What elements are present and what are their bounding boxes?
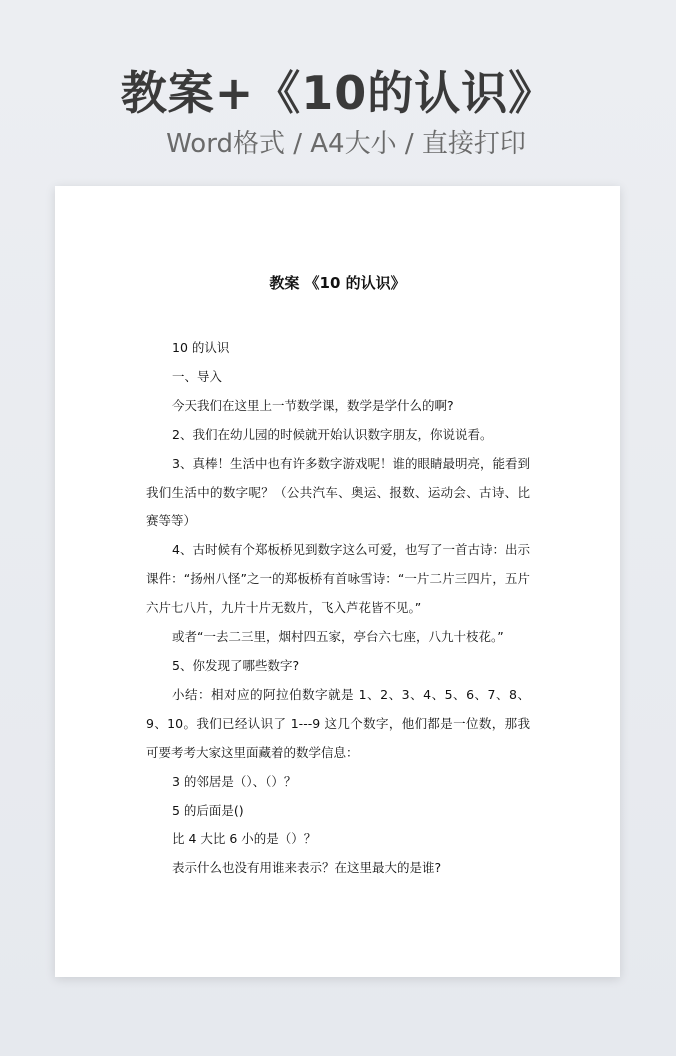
document-page	[55, 186, 620, 977]
document-title: 教案 《10 的认识》	[269, 274, 406, 292]
paragraph: 3、真棒！生活中也有许多数字游戏呢！谁的眼睛最明亮，能看到我们生活中的数字呢？（公共汽车、奥运、报数、运动会、古诗、比赛等等）	[146, 455, 530, 529]
paragraph: 一、导入	[172, 368, 223, 384]
paragraph: 3 的邻居是（）、（）？	[172, 773, 297, 789]
paragraph: 表示什么也没有用谁来表示？在这里最大的是谁?	[172, 860, 442, 876]
paragraph: 5 的后面是()	[172, 802, 244, 818]
paragraph: 2、我们在幼儿园的时候就开始认识数字朋友，你说说看。	[172, 426, 493, 442]
banner-title: 教案+《10的认识》	[120, 66, 556, 120]
banner-subtitle: Word格式 / A4大小 / 直接打印	[166, 129, 526, 159]
paragraph: 或者“一去二三里，烟村四五家，亭台六七座，八九十枝花。”	[172, 629, 504, 645]
paragraph: 5、你发现了哪些数字?	[172, 657, 300, 673]
paragraph: 今天我们在这里上一节数学课，数学是学什么的啊?	[172, 397, 454, 413]
paragraph: 4、古时候有个郑板桥见到数字这么可爱，也写了一首古诗：出示课件：“扬州八怪”之一的郑板桥有首咏雪诗：“一片二片三四片，五片六片七八片，九片十片无数片，飞入芦花皆不见。”	[146, 542, 530, 616]
paragraph: 比 4 大比 6 小的是（）？	[172, 831, 317, 847]
paragraph: 小结：相对应的阿拉伯数字就是 1、2、3、4、5、6、7、8、9、10。我们已经认识了 1---9 这几个数字，他们都是一位数，那我可要考考大家这里面藏着的数学信息：	[146, 686, 530, 760]
document-body	[146, 334, 530, 883]
banner	[0, 62, 676, 164]
paragraph: 10 的认识	[172, 340, 230, 355]
